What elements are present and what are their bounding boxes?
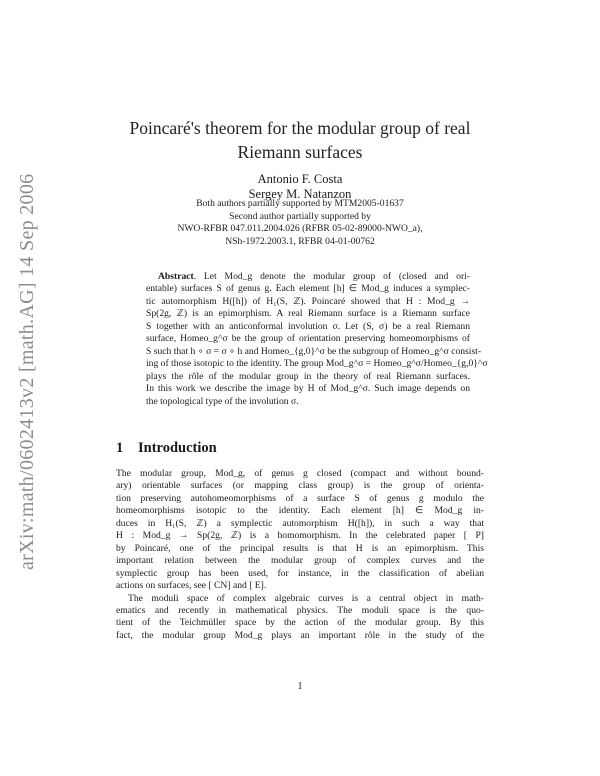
abstract-line: the topological type of the involution σ. [146, 395, 299, 407]
intro-line: ematics and recently in mathematical physics. The moduli space is the quo- [116, 604, 484, 616]
intro-line: fact, the modular group Mod_g plays an important rôle in the study of the [116, 629, 484, 641]
support-line-3: NWO-RFBR 047.011.2004.026 (RFBR 05-02-89000-NWO_a), [177, 223, 423, 235]
intro-line: actions on surfaces, see [ CN] and [ E]. [116, 580, 267, 592]
abstract-line: Sp(2g, ℤ) is an epimorphism. A real Riemann surface is a Riemann surface [146, 308, 470, 320]
author-2: Sergey M. Natanzon [248, 186, 352, 201]
abstract-line: S such that h ∘ σ = σ ∘ h and Homeo_{g,0}^σ be the subgroup of Homeo_g^σ consist- [146, 345, 482, 357]
section-heading [116, 440, 486, 457]
support-line-2: Second author partially supported by [229, 210, 371, 222]
abstract-line: plays the rôle of the modular group in the theory of real Riemann surfaces. [146, 370, 470, 382]
intro-line: duces in H₁(S, ℤ) a symplectic automorphism H([h]), in such a way that [116, 517, 484, 529]
intro-line: The modular group, Mod_g, of genus g closed (compact and without bound- [116, 468, 484, 479]
intro-line: tient of the Teichmüller space by the action of the modular group. By this [116, 617, 484, 629]
abstract [146, 271, 488, 408]
abstract-line: tic automorphism H([h]) of H₁(S, ℤ). Poincaré showed that H : Mod_g → [146, 295, 470, 307]
intro-line: tion preserving autohomeomorphisms of a surface S of genus g modulo the [116, 492, 484, 504]
intro-line: by Poincaré, one of the principal results is that H is an epimorphism. This [116, 542, 484, 554]
title-line-1: Poincaré's theorem for the modular group of real [129, 118, 471, 138]
intro-line: symplectic group has been used, for instance, in the classification of abelian [116, 567, 484, 579]
arxiv-identifier: arXiv:math/0602413v2 [math.AG] 14 Sep 2006 [16, 173, 38, 570]
abstract-line-text: . Let Mod_g denote the modular group of (closed and ori- [193, 271, 470, 282]
funding-acknowledgement [100, 198, 500, 248]
paper-title [100, 116, 500, 164]
abstract-line: entable) surfaces S of genus g. Each element [h] ∈ Mod_g induces a symplec- [146, 283, 470, 295]
intro-line: H : Mod_g → Sp(2g, ℤ) is a homomorphism. In the celebrated paper [ P] [116, 530, 484, 542]
introduction-body [116, 468, 484, 642]
support-line-1: Both authors partially supported by MTM2005-01637 [196, 198, 404, 209]
abstract-line: S together with an anticonformal involution σ. Let (S, σ) be a real Riemann [146, 320, 470, 332]
intro-line: The moduli space of complex algebraic curves is a central object in math- [128, 592, 484, 604]
intro-line: homeomorphisms isotopic to the identity. Each element [h] ∈ Mod_g in- [116, 505, 484, 517]
abstract-line: surface, Homeo_g^σ be the group of orientation preserving homeomorphisms of [146, 333, 470, 345]
abstract-line [146, 271, 470, 283]
authors [100, 172, 500, 201]
section-number: 1 [116, 440, 124, 456]
abstract-line: In this work we describe the image by H of Mod_g^σ. Such image depends on [146, 383, 470, 395]
author-1: Antonio F. Costa [257, 172, 343, 186]
intro-line: important relation between the modular group of complex curves and the [116, 555, 484, 567]
abstract-line: ing of those isotopic to the identity. The group Mod_g^σ = Homeo_g^σ/Homeo_{g,0}^σ [146, 358, 488, 370]
abstract-label: Abstract [158, 271, 194, 282]
title-line-2: Riemann surfaces [237, 142, 363, 162]
page-number: 1 [297, 681, 303, 692]
section-title: Introduction [138, 440, 217, 456]
intro-line: ary) orientable surfaces (or mapping class group) is the group of orienta- [116, 480, 484, 492]
support-line-4: NSh-1972.2003.1, RFBR 04-01-00762 [225, 235, 375, 247]
